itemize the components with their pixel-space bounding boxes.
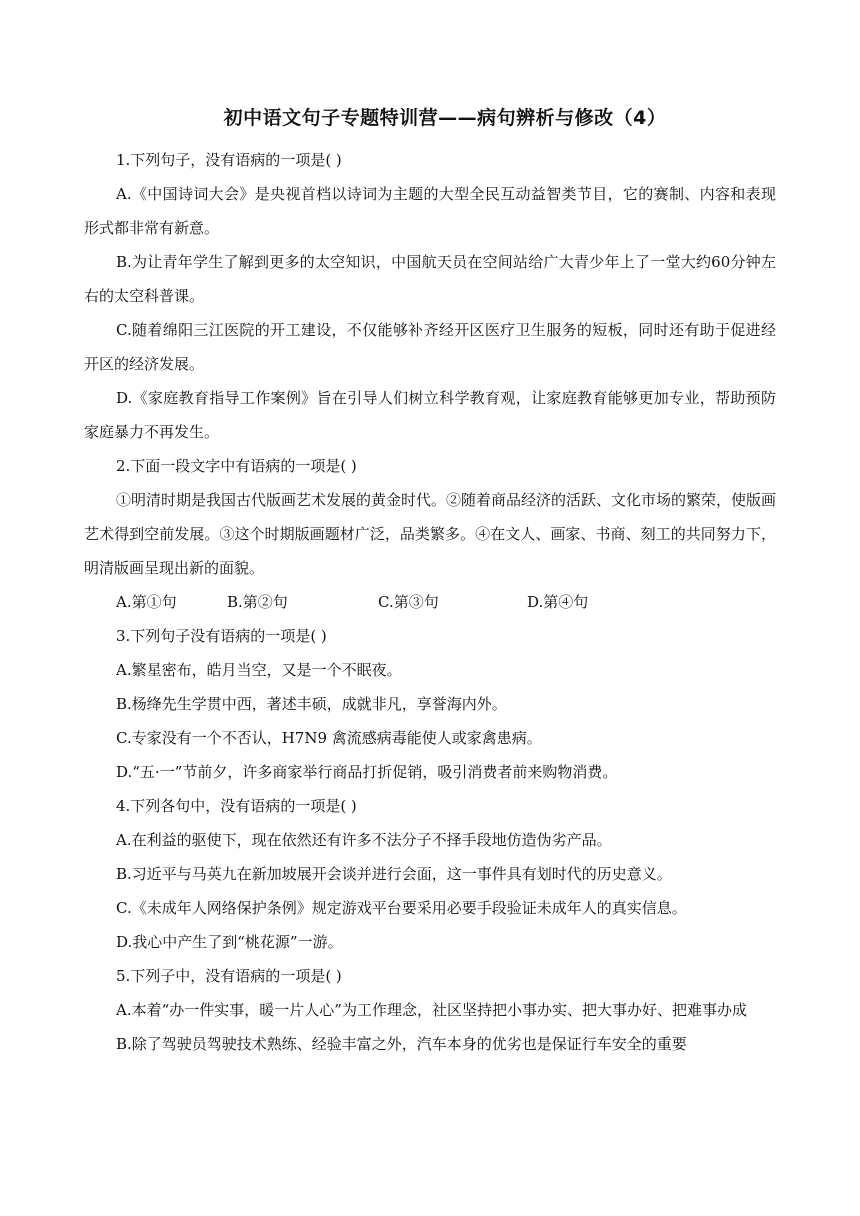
question-2-option-c: C.第③句 (378, 593, 439, 611)
question-1-option-b: B.为让青年学生了解到更多的太空知识，中国航天员在空间站给广大青少年上了一堂大约60分钟左右的太空科普课。 (84, 253, 776, 305)
question-2-options (84, 585, 776, 619)
question-1-option-a: A.《中国诗词大会》是央视首档以诗词为主题的大型全民互动益智类节目，它的赛制、内容和表现形式都非常有新意。 (84, 185, 776, 237)
question-4-option-a: A.在利益的驱使下，现在依然还有许多不法分子不择手段地仿造伪劣产品。 (116, 831, 612, 849)
question-5-stem: 5.下列子中，没有语病的一项是( ) (116, 967, 342, 985)
question-3-stem: 3.下列句子没有语病的一项是( ) (116, 627, 327, 645)
question-1-stem: 1.下列句子，没有语病的一项是( ) (116, 151, 342, 169)
question-1-option-c: C.随着绵阳三江医院的开工建设，不仅能够补齐经开区医疗卫生服务的短板，同时还有助于促进经开区的经济发展。 (84, 321, 776, 373)
question-2-option-b: B.第②句 (227, 593, 288, 611)
question-4-option-b: B.习近平与马英九在新加坡展开会谈并进行会面，这一事件具有划时代的历史意义。 (116, 865, 672, 883)
question-2-option-a: A.第①句 (116, 593, 177, 611)
question-4-stem: 4.下列各句中，没有语病的一项是( ) (116, 797, 357, 815)
question-1-option-d: D.《家庭教育指导工作案例》旨在引导人们树立科学教育观，让家庭教育能够更加专业，帮助预防家庭暴力不再发生。 (84, 389, 776, 441)
question-list (84, 143, 776, 1061)
question-2-passage: ①明清时期是我国古代版画艺术发展的黄金时代。②随着商品经济的活跃、文化市场的繁荣，使版画艺术得到空前发展。③这个时期版画题材广泛，品类繁多。④在文人、画家、书商、刻工的共同努力下，明清版画呈现出新的面貌。 (84, 491, 777, 577)
page-title: 初中语文句子专题特训营——病句辨析与修改（4） (223, 107, 667, 129)
question-2-option-d: D.第④句 (527, 593, 589, 611)
question-5-option-b: B.除了驾驶员驾驶技术熟练、经验丰富之外，汽车本身的优劣也是保证行车安全的重要 (116, 1035, 687, 1053)
question-3-option-c: C.专家没有一个不否认，H7N9 禽流感病毒能使人或家禽患病。 (116, 729, 542, 747)
question-5-option-a: A.本着“办一件实事，暖一片人心”为工作理念，社区坚持把小事办实、把大事办好、把难事办成 (116, 1001, 747, 1019)
question-2-stem: 2.下面一段文字中有语病的一项是( ) (116, 457, 357, 475)
question-3-option-b: B.杨绛先生学贯中西，著述丰硕，成就非凡，享誉海内外。 (116, 695, 507, 713)
question-3-option-a: A.繁星密布，皓月当空，又是一个不眠夜。 (116, 661, 402, 679)
question-4-option-d: D.我心中产生了到“桃花源”一游。 (116, 933, 343, 951)
question-4-option-c: C.《未成年人网络保护条例》规定游戏平台要采用必要手段验证未成年人的真实信息。 (116, 899, 687, 917)
question-3-option-d: D.“五·一”节前夕，许多商家举行商品打折促销，吸引消费者前来购物消费。 (116, 763, 618, 781)
